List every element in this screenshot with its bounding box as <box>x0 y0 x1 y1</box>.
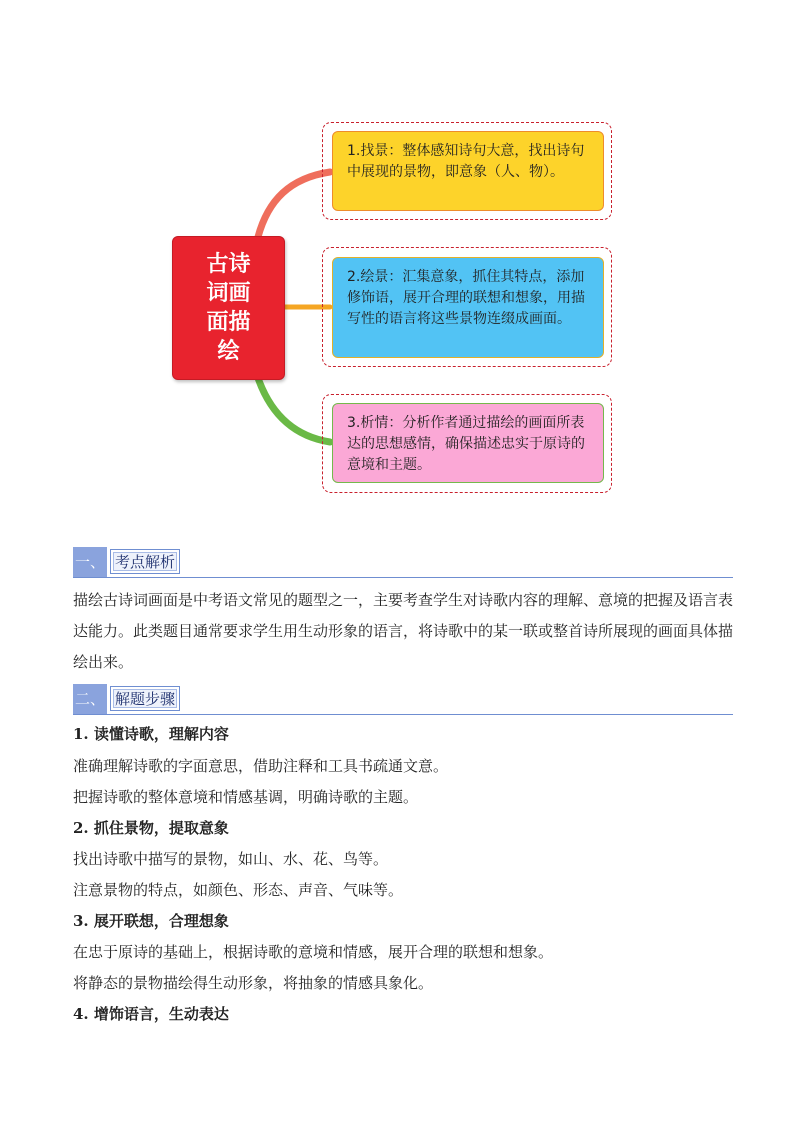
root-title: 古诗词画面描绘 <box>206 252 251 364</box>
branch-3-box <box>332 403 604 483</box>
section-2-number: 二、 <box>73 684 107 714</box>
section-1-number: 一、 <box>73 547 107 577</box>
section-1-title: 考点解析 <box>110 549 180 574</box>
step-4-title: 4. 增饰语言，生动表达 <box>73 1005 229 1023</box>
mind-map <box>0 0 794 510</box>
connector-branch-3 <box>258 378 330 442</box>
section-2-header <box>73 684 733 715</box>
step-3-line-2: 将静态的景物描绘得生动形象，将抽象的情感具象化。 <box>73 974 434 992</box>
branch-2-text: 2.绘景：汇集意象，抓住其特点，添加修饰语，展开合理的联想和想象，用描写性的语言将这些景物连缀成画面。 <box>347 269 585 327</box>
step-3-line-1: 在忠于原诗的基础上，根据诗歌的意境和情感，展开合理的联想和想象。 <box>73 943 554 961</box>
step-1-title: 1. 读懂诗歌，理解内容 <box>73 725 229 743</box>
section-1-paragraph: 描绘古诗词画面是中考语文常见的题型之一，主要考查学生对诗歌内容的理解、意境的把握及语言表达能力。此类题目通常要求学生用生动形象的语言，将诗歌中的某一联或整首诗所展现的画面具体描绘出来。 <box>73 591 734 671</box>
branch-3-text: 3.析情：分析作者通过描绘的画面所表达的思想感情，确保描述忠实于原诗的意境和主题。 <box>347 415 585 473</box>
mind-map-root <box>172 236 285 380</box>
step-1-line-1: 准确理解诗歌的字面意思，借助注释和工具书疏通文意。 <box>73 757 449 775</box>
step-2-title: 2. 抓住景物，提取意象 <box>73 819 229 837</box>
section-2-title: 解题步骤 <box>110 686 180 711</box>
section-1-header <box>73 547 733 578</box>
step-1-line-2: 把握诗歌的整体意境和情感基调，明确诗歌的主题。 <box>73 788 419 806</box>
step-3-title: 3. 展开联想，合理想象 <box>73 912 229 930</box>
branch-2-box <box>332 257 604 358</box>
step-2-line-1: 找出诗歌中描写的景物，如山、水、花、鸟等。 <box>73 850 389 868</box>
branch-1-text: 1.找景：整体感知诗句大意，找出诗句中展现的景物，即意象（人、物）。 <box>347 143 585 180</box>
step-2-line-2: 注意景物的特点，如颜色、形态、声音、气味等。 <box>73 881 404 899</box>
connector-branch-1 <box>258 172 330 237</box>
branch-1-box <box>332 131 604 211</box>
